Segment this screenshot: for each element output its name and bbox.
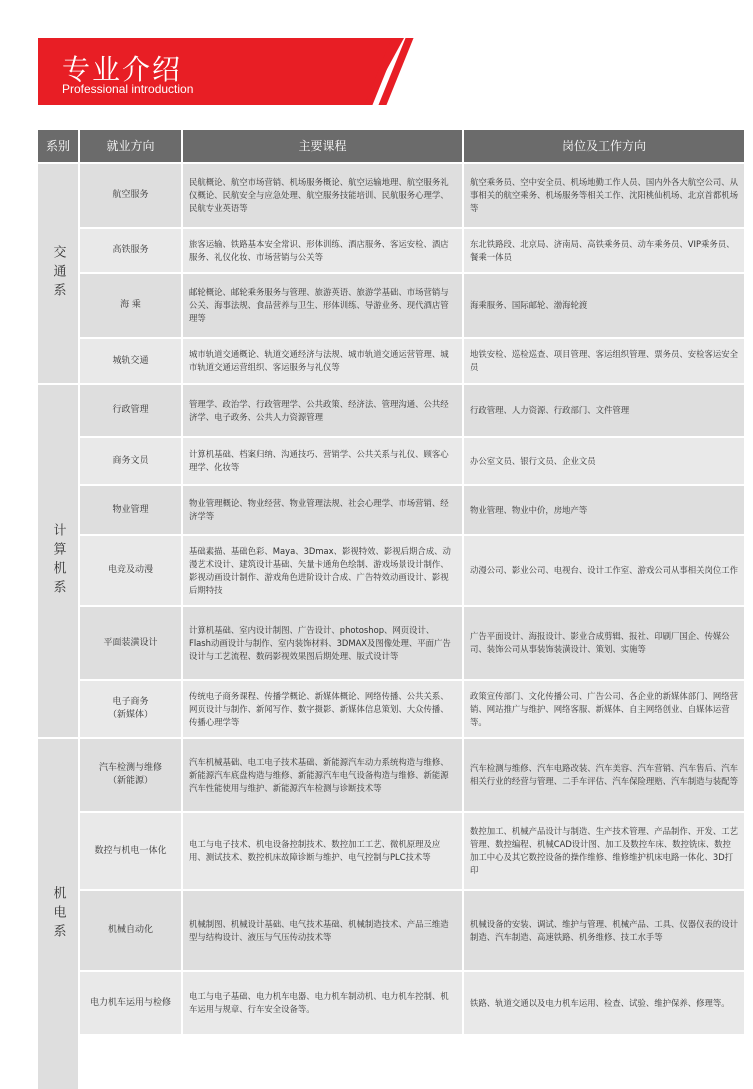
row-jobs: 铁路、轨道交通以及电力机车运用、检查、试验、维护保养、修理等。 (464, 972, 744, 1034)
row-jobs: 办公室文员、银行文员、企业文员 (464, 438, 744, 484)
row-jobs: 机械设备的安装、调试、维护与管理、机械产品、工具、仪器仪表的设计制造、汽车制造、高速铁路、机务维修、技工水手等 (464, 891, 744, 970)
row-jobs: 地铁安检、巡检巡查、项目管理、客运组织管理、票务员、安检客运安全员 (464, 339, 744, 383)
col-header-direction: 就业方向 (80, 130, 181, 162)
row-jobs: 动漫公司、影业公司、电视台、设计工作室、游戏公司从事相关岗位工作 (464, 536, 744, 605)
row-direction: 电竞及动漫 (80, 536, 181, 605)
page-title: 专业介绍 (62, 53, 183, 86)
row-courses: 管理学、政治学、行政管理学、公共政策、经济法、管理沟通、公共经济学、电子政务、公共人力资源管理 (183, 385, 462, 436)
row-courses: 传统电子商务课程、传播学概论、新媒体概论、网络传播、公共关系、网页设计与制作、新闻写作、数字摄影、新媒体信息策划、大众传播、传播心理学等 (183, 681, 462, 737)
row-courses: 民航概论、航空市场营销、机场服务概论、航空运输地理、航空服务礼仪概论、民航安全与应急处理、航空服务技能培训、民航服务心理学、民航专业英语等 (183, 164, 462, 227)
row-courses: 邮轮概论、邮轮乘务服务与管理、旅游英语、旅游学基础、市场营销与公关、海事法规、食品营养与卫生、形体训练、导游业务、现代酒店管理等 (183, 274, 462, 337)
row-direction: 汽车检测与维修 （新能源） (80, 739, 181, 811)
row-jobs: 物业管理、物业中价，房地产等 (464, 486, 744, 534)
row-courses: 旅客运输、铁路基本安全常识、形体训练、酒店服务、客运安检、酒店服务、礼仪化妆、市场营销与公关等 (183, 229, 462, 272)
row-courses: 物业管理概论、物业经营、物业管理法规、社会心理学、市场营销、经济学等 (183, 486, 462, 534)
category-transport: 交通系 (38, 164, 78, 383)
row-jobs: 海乘服务、国际邮轮、渤海轮渡 (464, 274, 744, 337)
row-direction: 数控与机电一体化 (80, 813, 181, 889)
row-courses: 计算机基础、档案归纳、沟通技巧、营销学、公共关系与礼仪、顾客心理学、化妆等 (183, 438, 462, 484)
category-computer: 计算机系 (38, 385, 78, 737)
row-direction: 平面装潢设计 (80, 607, 181, 679)
row-courses: 电工与电子技术、机电设备控制技术、数控加工工艺、微机原理及应用、测试技术、数控机床故障诊断与维护、电气控制与PLC技术等 (183, 813, 462, 889)
col-header-courses: 主要课程 (183, 130, 462, 162)
row-direction: 物业管理 (80, 486, 181, 534)
page-subtitle: Professional introduction (62, 82, 194, 96)
category-electromechanical: 机电系 (38, 739, 78, 1089)
row-jobs: 数控加工、机械产品设计与制造、生产技术管理、产品制作、开发、工艺管理、数控编程、机械CAD设计图、加工及数控车床、数控铣床、数控加工中心及其它数控设备的操作维修、维修维护机床电路一体化、3D打印 (464, 813, 744, 889)
row-direction: 高铁服务 (80, 229, 181, 272)
row-courses: 电工与电子基础、电力机车电器、电力机车制动机、电力机车控制、机车运用与规章、行车安全设备等。 (183, 972, 462, 1034)
row-jobs: 航空乘务员、空中安全员、机场地勤工作人员、国内外各大航空公司、从事相关的航空乘务、机场服务等相关工作、沈阳桃仙机场、北京首都机场等 (464, 164, 744, 227)
col-header-jobs: 岗位及工作方向 (464, 130, 744, 162)
row-direction: 航空服务 (80, 164, 181, 227)
row-courses: 计算机基础、室内设计制图、广告设计、photoshop、网页设计、Flash动画设计与制作、室内装饰材料、3DMAX及图像处理、平面广告设计与工艺流程、数码影视效果图后期处理、版式设计等 (183, 607, 462, 679)
row-jobs: 行政管理、人力资源、行政部门、文件管理 (464, 385, 744, 436)
row-courses: 汽车机械基础、电工电子技术基础、新能源汽车动力系统构造与维修、新能源汽车底盘构造与维修、新能源汽车电气设备构造与维修、新能源汽车性能使用与维护、新能源汽车检测与诊断技术等 (183, 739, 462, 811)
row-jobs: 广告平面设计、海报设计、影业合成剪辑、报社、印刷厂国企、传媒公司、装饰公司从事装饰装潢设计、策划、实施等 (464, 607, 744, 679)
row-direction: 海 乘 (80, 274, 181, 337)
row-jobs: 政策宣传部门、文化传播公司、广告公司、各企业的新媒体部门、网络营销、网站推广与维护、网络客服、新媒体、自主网络创业、自媒体运营等。 (464, 681, 744, 737)
row-direction: 电子商务 （新媒体） (80, 681, 181, 737)
row-jobs: 汽车检测与维修、汽车电路改装、汽车美容、汽车营销、汽车售后、汽车相关行业的经营与管理、二手车评估、汽车保险理赔、汽车制造与装配等 (464, 739, 744, 811)
col-header-dept: 系别 (38, 130, 78, 162)
row-jobs: 东北铁路段、北京局、济南局、高铁乘务员、动车乘务员、VIP乘务员、餐乘一体员 (464, 229, 744, 272)
row-direction: 机械自动化 (80, 891, 181, 970)
row-courses: 机械制图、机械设计基础、电气技术基础、机械制造技术、产品三维造型与结构设计、液压与气压传动技术等 (183, 891, 462, 970)
row-direction: 电力机车运用与检修 (80, 972, 181, 1034)
row-direction: 行政管理 (80, 385, 181, 436)
major-table (38, 130, 738, 1014)
row-courses: 城市轨道交通概论、轨道交通经济与法规、城市轨道交通运营管理、城市轨道交通运营组织、客运服务与礼仪等 (183, 339, 462, 383)
row-direction: 城轨交通 (80, 339, 181, 383)
row-direction: 商务文员 (80, 438, 181, 484)
row-courses: 基础素描、基础色彩、Maya、3Dmax、影视特效、影视后期合成、动漫艺术设计、建筑设计基础、矢量卡通角色绘制、游戏场景设计制作、影视动画设计制作、游戏角色进阶设计合成、广告特效动画设计、影视后期特技 (183, 536, 462, 605)
